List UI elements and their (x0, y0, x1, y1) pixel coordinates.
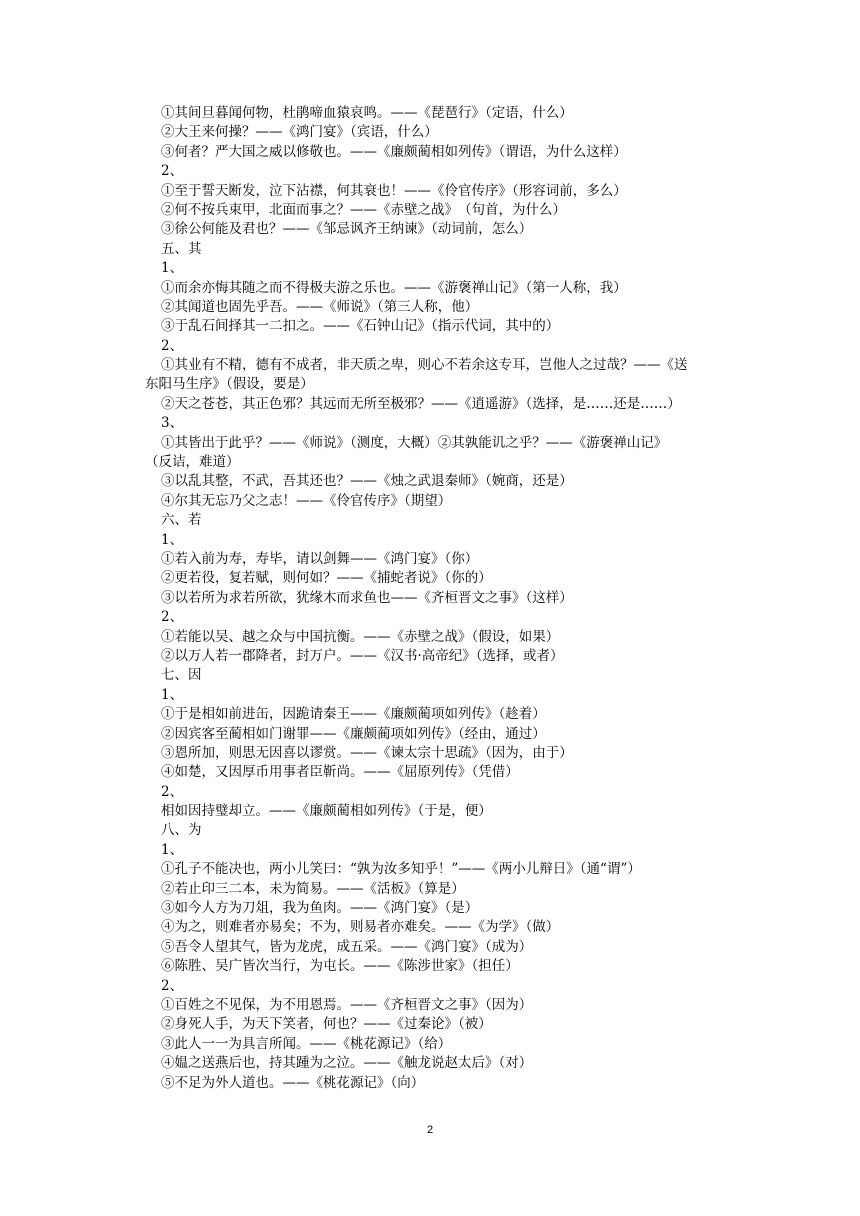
text-line: ②其闻道也固先乎吾。——《师说》（第三人称，他） (161, 298, 479, 315)
text-line: ③恩所加，则思无因喜以谬赏。——《谏太宗十思疏》（因为，由于） (161, 744, 573, 761)
subsection-number: 1、 (161, 686, 184, 703)
document-body (145, 104, 735, 1093)
subsection-number: 1、 (161, 841, 184, 858)
text-line: ②身死人手，为天下笑者，何也？——《过秦论》（被） (161, 1016, 492, 1033)
text-line: ④媪之送燕后也，持其踵为之泣。——《触龙说赵太后》（对） (161, 1055, 533, 1072)
text-line: ②天之苍苍，其正色邪？其远而无所至极邪？——《逍遥游》（选择，是……还是……） (161, 395, 681, 412)
text-line: ⑤不足为外人道也。——《桃花源记》（向） (161, 1074, 425, 1091)
subsection-number: 2、 (161, 163, 184, 180)
text-line: ④尔其无忘乃父之志！——《伶官传序》（期望） (161, 492, 452, 509)
subsection-number: 2、 (161, 337, 184, 354)
text-line: ①若能以吴、越之众与中国抗衡。——《赤壁之战》（假设，如果） (161, 628, 560, 645)
text-line: ①于是相如前进缶，因跪请秦王——《廉颇蔺项如列传》（趁着） (161, 706, 546, 723)
subsection-number: 2、 (161, 977, 184, 994)
text-line: ②若止印三二本，未为简易。——《活板》（算是） (161, 880, 465, 897)
text-line: ③徐公何能及君也？——《邹忌讽齐王纳谏》（动词前，怎么） (161, 221, 533, 238)
text-line: ①其间旦暮闻何物，杜鹃啼血猿哀鸣。——《琵琶行》（定语，什么） (161, 105, 573, 121)
text-line: ③如今人方为刀俎，我为鱼肉。——《鸿门宴》（是） (161, 900, 479, 917)
subsection-number: 1、 (161, 260, 184, 277)
text-line: ⑤吾令人望其气，皆为龙虎，成五采。——《鸿门宴》（成为） (161, 938, 533, 955)
text-line: ①百姓之不见保，为不用恩焉。——《齐桓晋文之事》（因为） (161, 996, 533, 1013)
text-line: ①其皆出于此乎？——《师说》（测度，大概）②其孰能讥之乎？——《游褒禅山记》 (161, 434, 668, 451)
text-line: ②以万人若一郡降者，封万户。——《汉书·高帝纪》（选择，或者） (161, 647, 564, 664)
text-line: ②因宾客至蔺相如门谢罪——《廉颇蔺项如列传》（经由，通过） (161, 725, 546, 742)
text-line: ①孔子不能决也，两小儿笑曰：“孰为汝多知乎！”——《两小儿辩日》（通“谓”） (161, 861, 641, 878)
text-line: ④为之，则难者亦易矣；不为，则易者亦难矣。——《为学》（做） (161, 919, 560, 936)
text-line: ③于乱石间择其一二扣之。——《石钟山记》（指示代词，其中的） (161, 318, 560, 335)
text-line-continued: 东阳马生序》（假设，要是） (145, 376, 314, 393)
section-heading: 八、为 (161, 822, 202, 839)
text-line: ②何不按兵束甲，北面而事之？——《赤壁之战》 （句首，为什么） (161, 201, 566, 218)
text-line: ①若入前为寿，寿毕，请以剑舞——《鸿门宴》（你） (161, 550, 479, 567)
subsection-number: 2、 (161, 609, 184, 626)
text-line: ②更若役，复若赋，则何如？——《捕蛇者说》（你的） (161, 570, 492, 587)
text-line: ⑥陈胜、吴广皆次当行，为屯长。——《陈涉世家》（担任） (161, 958, 519, 975)
section-heading: 七、因 (161, 667, 202, 684)
text-line: ③以若所为求若所欲，犹缘木而求鱼也——《齐桓晋文之事》（这样） (161, 589, 573, 606)
text-line: ①至于誓天断发，泣下沾襟，何其衰也！——《伶官传序》（形容词前，多么） (161, 182, 627, 199)
section-heading: 六、若 (161, 512, 202, 529)
section-heading: 五、其 (161, 240, 202, 257)
text-line: ③此人一一为具言所闻。——《桃花源记》（给） (161, 1035, 452, 1052)
subsection-number: 2、 (161, 783, 184, 800)
text-line: ②大王来何操？——《鸿门宴》（宾语，什么） (161, 124, 438, 141)
text-line: ①其业有不精，德有不成者，非天质之卑，则心不若余这专耳，岂他人之过哉？——《送 (161, 357, 688, 374)
subsection-number: 3、 (161, 415, 184, 432)
text-line: 相如因持璧却立。——《廉颇蔺相如列传》（于是，便） (161, 803, 492, 820)
text-line: ①而余亦悔其随之而不得极夫游之乐也。——《游褒禅山记》（第一人称，我） (161, 279, 627, 296)
text-line: ③何者？严大国之威以修敬也。——《廉颇蔺相如列传》（谓语，为什么这样） (161, 143, 627, 160)
text-line: ④如楚，又因厚币用事者臣靳尚。——《屈原列传》（凭借） (161, 764, 519, 781)
text-line-continued: （反诘，难道） (145, 454, 240, 471)
text-line: ③以乱其整，不武，吾其还也？——《烛之武退秦师》（婉商，还是） (161, 473, 573, 490)
page-number: 2 (426, 1124, 434, 1136)
subsection-number: 1、 (161, 531, 184, 548)
